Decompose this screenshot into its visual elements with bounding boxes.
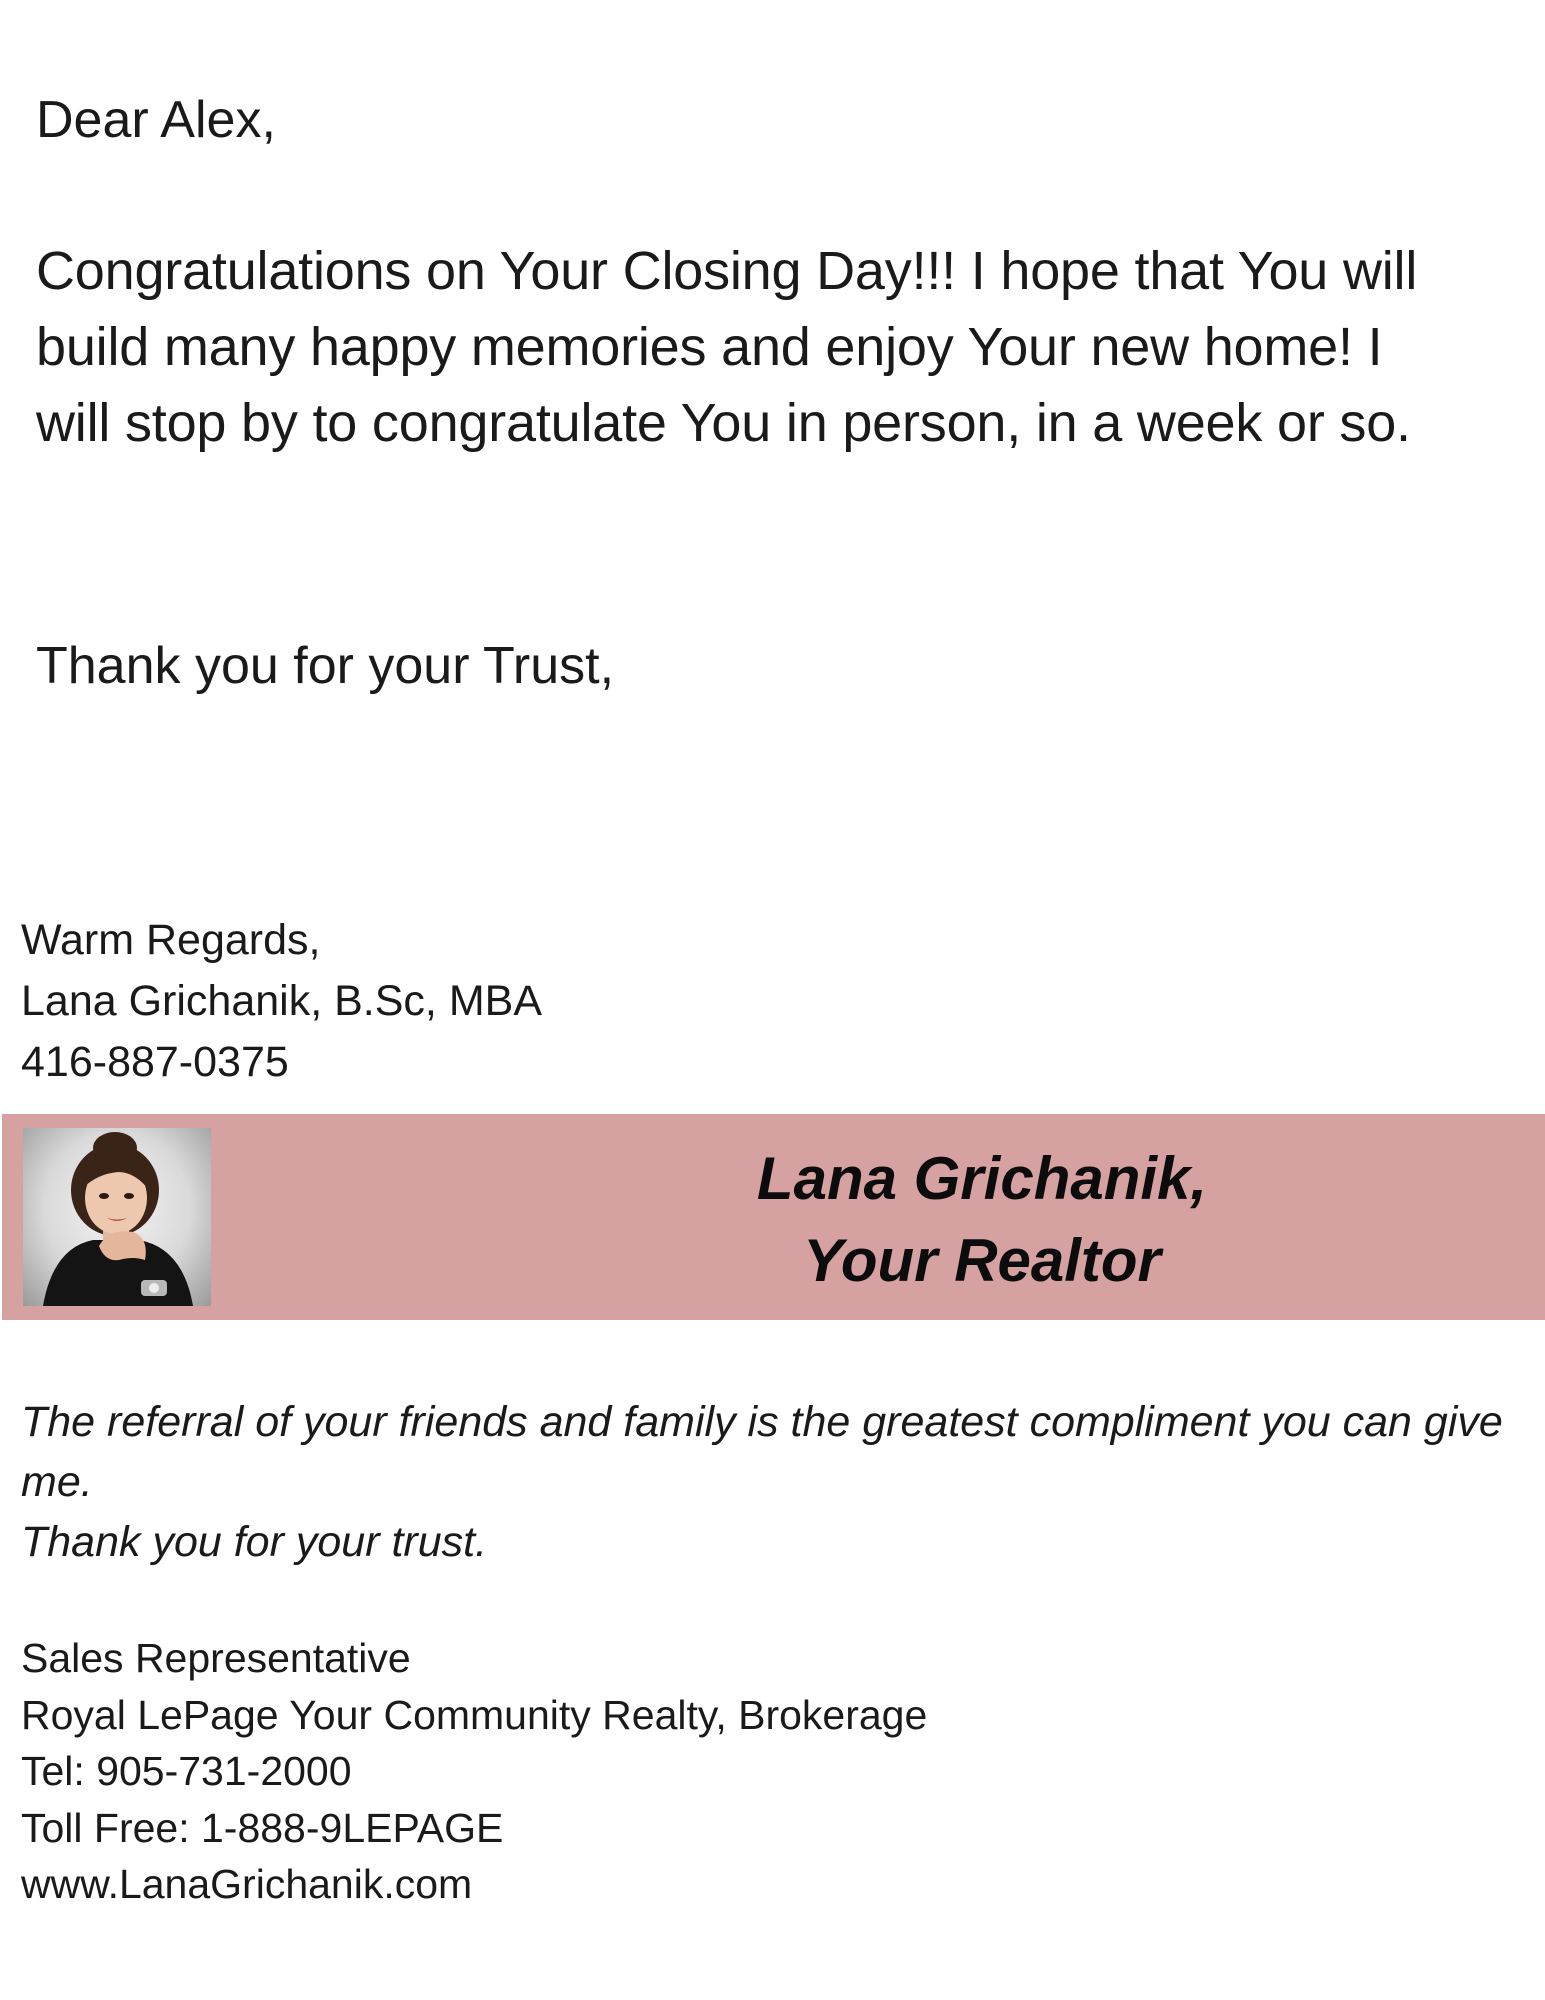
letter-thanks: Thank you for your Trust,: [36, 637, 615, 695]
contact-role: Sales Representative: [21, 1635, 411, 1681]
referral-line: The referral of your friends and family is the greatest compliment you can give: [21, 1398, 1503, 1446]
realtor-banner: [2, 1114, 1545, 1320]
message-line: Congratulations on Your Closing Day!!! I hope that You will: [36, 241, 1418, 301]
banner-title-line: Your Realtor: [803, 1227, 1161, 1294]
message-line: build many happy memories and enjoy Your new home! I: [36, 317, 1383, 377]
contact-brokerage: Royal LePage Your Community Realty, Brokerage: [21, 1691, 928, 1738]
referral-line: Thank you for your trust.: [21, 1518, 488, 1566]
letter-message: [36, 233, 1516, 461]
message-line: will stop by to congratulate You in person, in a week or so.: [36, 393, 1411, 453]
referral-line: me.: [21, 1458, 93, 1506]
referral-note: [21, 1392, 1501, 1572]
banner-title-line: Lana Grichanik,: [756, 1145, 1208, 1212]
signoff-closing: Warm Regards,: [21, 916, 321, 964]
contact-block: [21, 1630, 927, 1913]
portrait-photo-icon: [23, 1128, 211, 1306]
banner-title: [622, 1138, 1342, 1302]
signoff-block: [21, 910, 542, 1093]
contact-toll-free: Toll Free: 1-888-9LEPAGE: [21, 1804, 504, 1851]
contact-tel: Tel: 905-731-2000: [21, 1748, 352, 1794]
contact-website[interactable]: www.LanaGrichanik.com: [21, 1861, 473, 1907]
letter-greeting: Dear Alex,: [36, 91, 276, 149]
signoff-phone: 416-887-0375: [21, 1038, 289, 1086]
signoff-name: Lana Grichanik, B.Sc, MBA: [21, 977, 542, 1025]
